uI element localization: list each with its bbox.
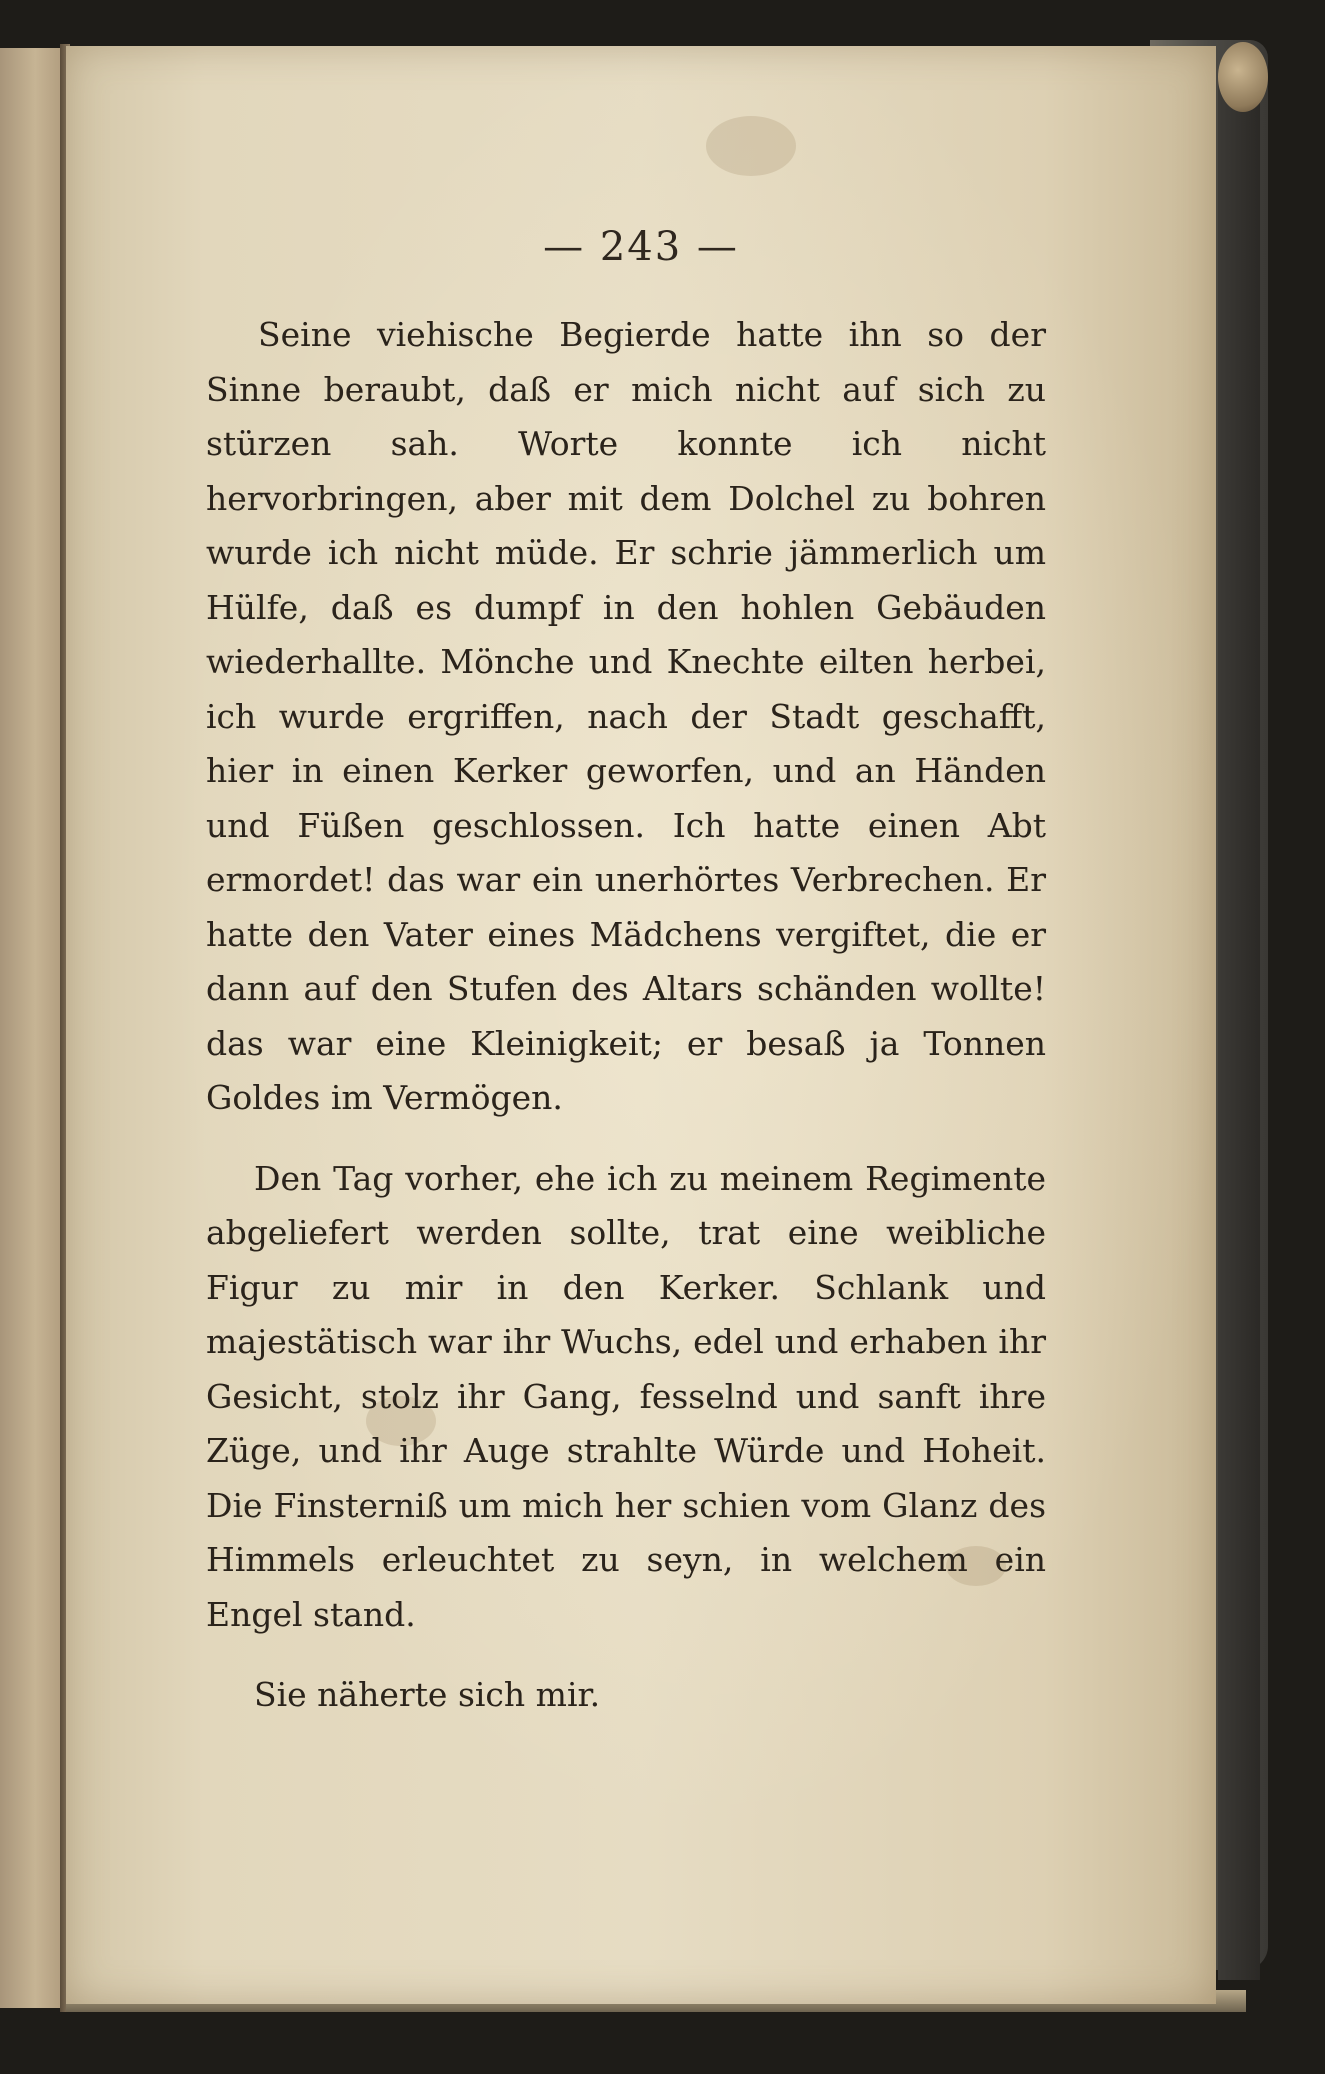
paragraph: Seine viehische Begierde hatte ihn so der Sinne beraubt, daß er mich nicht auf sich zu stürzen sah. Worte konnte ich nicht hervorbringen, aber mit dem Dolchel zu bohren wurde ich nicht müde. Er schrie jämmerlich um Hülfe, daß es dumpf in den hohlen Gebäuden wiederhallte. Mönche und Knechte eilten herbei, ich wurde ergriffen, nach der Stadt geschafft, hier in einen Kerker geworfen, und an Händen und Füßen geschlossen. Ich hatte einen Abt ermordet! das war ein unerhörtes Verbrechen. Er hatte den Vater eines Mädchens vergiftet, die er dann auf den Stufen des Altars schänden wollte! das war eine Kleinigkeit; er besaß ja Tonnen Goldes im Vermögen.: [206, 315, 1046, 1117]
paper-stain: [706, 116, 796, 176]
paragraph: Sie näherte sich mir.: [254, 1675, 601, 1714]
book-cover-edge: [1218, 80, 1260, 1980]
body-text: [206, 308, 1046, 1723]
book-page: [66, 46, 1216, 2004]
page-number: — 243 —: [543, 224, 739, 270]
left-page-edge: [0, 48, 64, 2008]
paragraph: Den Tag vorher, ehe ich zu meinem Regimente abgeliefert werden sollte, trat eine weibliche Figur zu mir in den Kerker. Schlank und majestätisch war ihr Wuchs, edel und erhaben ihr Gesicht, stolz ihr Gang, fesselnd und sanft ihre Züge, und ihr Auge strahlte Würde und Hoheit. Die Finsterniß um mich her schien vom Glanz des Himmels erleuchtet zu seyn, in welchem ein Engel stand.: [206, 1158, 1046, 1634]
worn-corner: [1218, 42, 1268, 112]
